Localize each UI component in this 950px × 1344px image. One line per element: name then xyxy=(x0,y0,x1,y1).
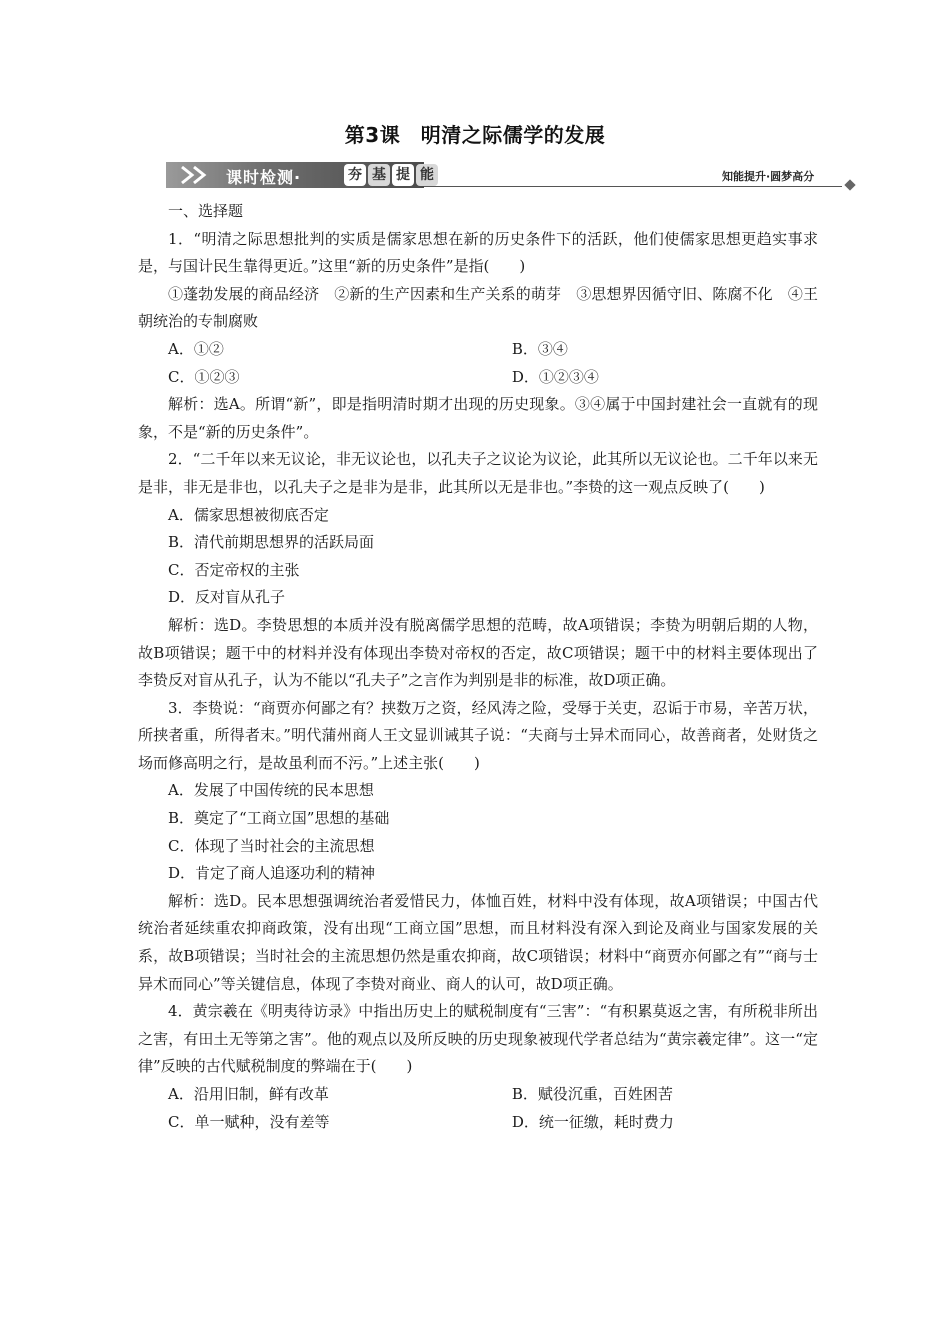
option-d: D．肯定了商人追逐功利的精神 xyxy=(168,864,376,883)
banner-bar xyxy=(166,162,434,188)
option-row xyxy=(138,336,818,364)
option-a: A．沿用旧制，鲜有改革 xyxy=(168,1085,329,1103)
banner-chip: 夯 xyxy=(344,164,366,186)
question-stem: 3．李贽说：“商贾亦何鄙之有？挟数万之资，经风涛之险，受辱于关吏，忍诟于市易，辛苦万状，所挟者重，所得者末。”明代蒲州商人王文显训诫其子说：“夫商与士异术而同心，故善商者，处财货之场而修高明之行，是故虽利而不污。”上述主张( ) xyxy=(138,698,818,772)
option-d: D．统一征缴，耗时费力 xyxy=(511,1112,674,1131)
option-c: C．①②③ xyxy=(168,367,240,386)
option-row xyxy=(138,1081,818,1109)
banner-chips xyxy=(344,164,438,186)
option-a: A．①② xyxy=(168,339,224,358)
answer-analysis: 解析：选A。所谓“新”，即是指明清时期才出现的历史现象。③④属于中国封建社会一直就有的现象，不是“新的历史条件”。 xyxy=(138,395,818,441)
banner-tagline: 知能提升·圆梦高分 xyxy=(722,170,815,183)
section-heading: 一、选择题 xyxy=(168,202,244,220)
option-b: B．③④ xyxy=(511,339,568,358)
banner-label: 课时检测· xyxy=(226,168,302,187)
question-stem: 1．“明清之际思想批判的实质是儒家思想在新的历史条件下的活跃，他们使儒家思想更趋实事求是，与国计民生靠得更近。”这里“新的历史条件”是指( ) xyxy=(138,229,818,276)
lesson-title: 第3课 明清之际儒学的发展 xyxy=(344,123,606,147)
option-d: D．①②③④ xyxy=(511,367,599,386)
question-stem: 2．“二千年以来无议论，非无议论也，以孔夫子之议论为议论，此其所以无议论也。二千年以来无是非，非无是非也，以孔夫子之是非为是非，此其所以无是非也。”李贽的这一观点反映了( ) xyxy=(138,450,818,496)
option-c: C．体现了当时社会的主流思想 xyxy=(168,836,375,855)
option-b: B．赋役沉重，百姓困苦 xyxy=(511,1085,673,1103)
answer-analysis: 解析：选D。民本思想强调统治者爱惜民力，体恤百姓，材料中没有体现，故A项错误；中国古代统治者延续重农抑商政策，没有出现“工商立国”思想，而且材料没有深入到论及商业与国家发展的关系，故B项错误；当时社会的主流思想仍然是重农抑商，故C项错误；材料中“商贾亦何鄙之有”“商与士异术而同心”等关键信息，体现了李贽对商业、商人的认可，故D项正确。 xyxy=(138,891,818,993)
diamond-icon xyxy=(844,179,855,190)
option-c: C．否定帝权的主张 xyxy=(168,560,300,579)
banner-chip: 提 xyxy=(392,164,414,186)
banner-rule xyxy=(424,186,842,187)
question-content xyxy=(138,198,818,1136)
question-items: ①蓬勃发展的商品经济 ②新的生产因素和生产关系的萌芽 ③思想界因循守旧、陈腐不化 ④王朝统治的专制腐败 xyxy=(138,284,818,331)
option-d: D．反对盲从孔子 xyxy=(168,588,286,607)
option-row xyxy=(138,1109,818,1137)
banner-chip: 基 xyxy=(368,164,390,186)
banner-chip: 能 xyxy=(416,164,438,186)
double-chevron-icon xyxy=(178,165,218,185)
option-b: B．奠定了“工商立国”思想的基础 xyxy=(168,809,390,828)
question-stem: 4．黄宗羲在《明夷待访录》中指出历史上的赋税制度有“三害”：“有积累莫返之害，有所税非所出之害，有田土无等第之害”。他的观点以及所反映的历史现象被现代学者总结为“黄宗羲定律”。这一“定律”反映的古代赋税制度的弊端在于( ) xyxy=(138,1002,818,1076)
option-c: C．单一赋种，没有差等 xyxy=(168,1112,330,1131)
option-a: A．发展了中国传统的民本思想 xyxy=(168,781,374,800)
answer-analysis: 解析：选D。李贽思想的本质并没有脱离儒学思想的范畴，故A项错误；李贽为明朝后期的人物，故B项错误；题干中的材料并没有体现出李贽对帝权的否定，故C项错误；题干中的材料主要体现出了李贽反对盲从孔子，认为不能以“孔夫子”之言作为判别是非的标准，故D项正确。 xyxy=(138,615,818,690)
section-banner xyxy=(166,162,815,190)
option-b: B．清代前期思想界的活跃局面 xyxy=(168,533,375,552)
option-row xyxy=(138,364,818,392)
option-a: A．儒家思想被彻底否定 xyxy=(168,505,329,524)
